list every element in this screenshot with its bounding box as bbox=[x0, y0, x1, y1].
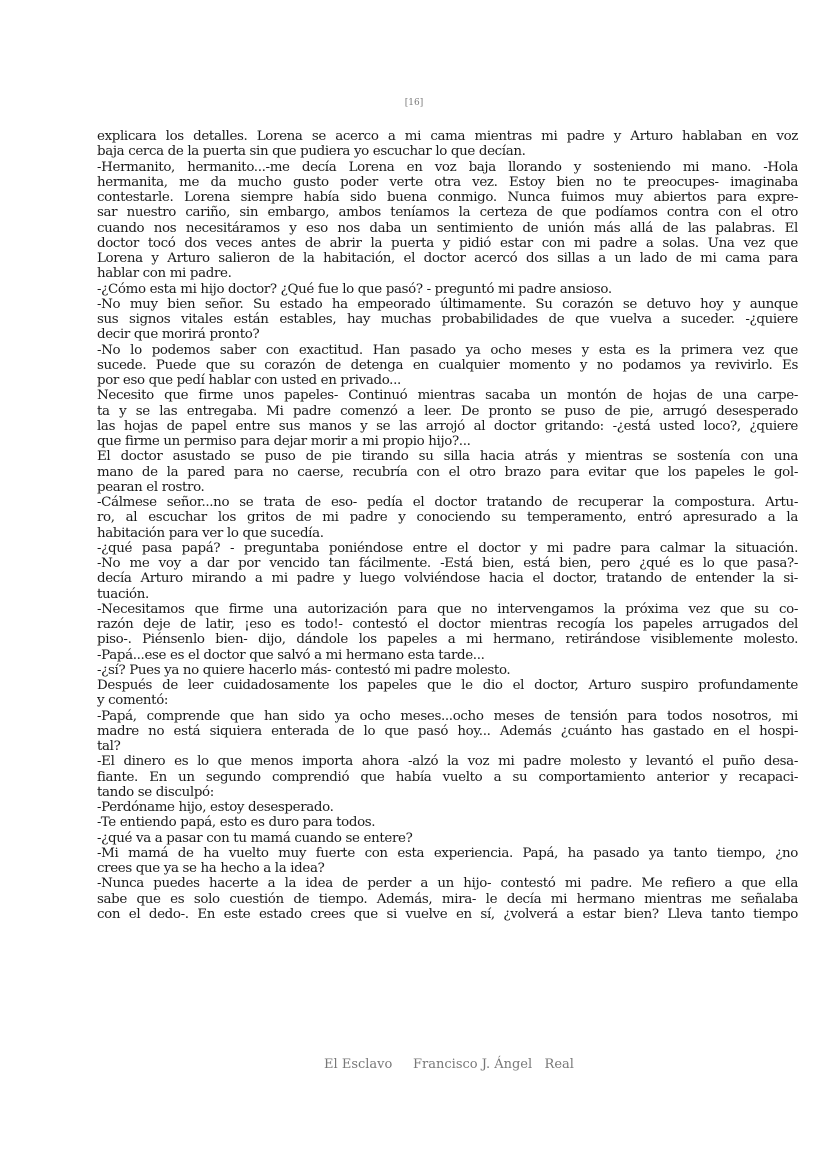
text-line: baja cerca de la puerta sin que pudiera yo escuchar lo que decían. bbox=[97, 144, 526, 160]
text-line: -¿Cómo esta mi hijo doctor? ¿Qué fue lo que pasó? - preguntó mi padre ansioso. bbox=[97, 281, 612, 297]
page-footer bbox=[0, 1057, 828, 1072]
text-line: -Papá, comprende que han sido ya ocho meses...ocho meses de tensión para todos nosotros, mi bbox=[97, 708, 798, 724]
text-line: -No muy bien señor. Su estado ha empeorado últimamente. Su corazón se detuvo hoy y aunque bbox=[97, 296, 798, 312]
text-line: Lorena y Arturo salieron de la habitación, el doctor acercó dos sillas a un lado de mi cama para bbox=[97, 251, 798, 266]
footer-book-title: El Esclavo bbox=[324, 1057, 393, 1072]
text-line: El doctor asustado se puso de pie tirando su silla hacia atrás y mientras se sostenía con una bbox=[97, 449, 798, 465]
text-line: tando se disculpó: bbox=[97, 784, 214, 800]
text-line: piso-. Piénsenlo bien- dijo, dándole los papeles a mi hermano, retirándose visiblemente molesto. bbox=[97, 632, 798, 648]
text-line: explicara los detalles. Lorena se acerco a mi cama mientras mi padre y Arturo hablaban en voz bbox=[97, 129, 798, 144]
text-line: -¿qué pasa papá? - preguntaba poniéndose entre el doctor y mi padre para calmar la situación. bbox=[97, 540, 798, 556]
text-line: con el dedo-. En este estado crees que si vuelve en sí, ¿volverá a estar bien? Lleva tanto tiempo bbox=[97, 906, 798, 922]
text-line: -¿qué va a pasar con tu mamá cuando se entere? bbox=[97, 830, 413, 846]
text-line: -Te entiendo papá, esto es duro para todos. bbox=[97, 815, 376, 831]
text-line: Necesito que firme unos papeles- Continuó mientras sacaba un montón de hojas de una carpe- bbox=[97, 388, 798, 404]
text-line: -El dinero es lo que menos importa ahora -alzó la voz mi padre molesto y levantó el puño desa- bbox=[97, 754, 798, 770]
text-line: tuación. bbox=[97, 586, 149, 602]
text-line: hermanita, me da mucho gusto poder verte otra vez. Estoy bien no te preocupes- imaginaba bbox=[97, 174, 798, 190]
text-line: -Mi mamá de ha vuelto muy fuerte con esta experiencia. Papá, ha pasado ya tanto tiempo, ¿no bbox=[97, 845, 798, 861]
text-line: las hojas de papel entre sus manos y se las arrojó al doctor gritando: -¿está usted loco?, ¿quiere bbox=[97, 418, 798, 434]
text-line: doctor tocó dos veces antes de abrir la puerta y pidió estar con mi padre a solas. Una vez que bbox=[97, 235, 798, 251]
text-line: -Perdóname hijo, estoy desesperado. bbox=[97, 800, 334, 815]
text-line: sus signos vitales están estables, hay muchas probabilidades de que vuelva a suceder. -¿quiere bbox=[97, 312, 798, 327]
text-line: hablar con mi padre. bbox=[97, 266, 232, 282]
text-line: -Nunca puedes hacerte a la idea de perder a un hijo- contestó mi padre. Me refiero a que ella bbox=[97, 876, 798, 892]
text-line: tal? bbox=[97, 739, 121, 754]
text-line: crees que ya se ha hecho a la idea? bbox=[97, 861, 325, 876]
text-line: habitación para ver lo que sucedía. bbox=[97, 525, 324, 541]
text-line: cuando nos necesitáramos y eso nos daba un sentimiento de unión más allá de las palabras. El bbox=[97, 220, 798, 236]
text-line: -Hermanito, hermanito...-me decía Lorena en voz baja llorando y sosteniendo mi mano. -Hola bbox=[97, 159, 798, 175]
text-line: -Papá...ese es el doctor que salvó a mi hermano esta tarde... bbox=[97, 647, 485, 663]
page-number: [16] bbox=[404, 98, 424, 108]
text-line: decía Arturo mirando a mi padre y luego volviéndose hacia el doctor, tratando de entender la si- bbox=[97, 571, 798, 587]
text-line: -Necesitamos que firme una autorización para que no intervengamos la próxima vez que su co- bbox=[97, 601, 798, 617]
text-line: decir que morirá pronto? bbox=[97, 327, 260, 343]
text-line: contestarle. Lorena siempre había sido buena conmigo. Nunca fuimos muy abiertos para expre- bbox=[97, 190, 798, 205]
text-line: pearan el rostro. bbox=[97, 479, 205, 495]
text-line: -No me voy a dar por vencido tan fácilmente. -Está bien, está bien, pero ¿qué es lo que pasa?- bbox=[97, 556, 798, 571]
text-line: mano de la pared para no caerse, recubría con el otro brazo para evitar que los papeles le gol- bbox=[97, 464, 798, 480]
footer-author: Francisco J. Ángel Real bbox=[413, 1057, 574, 1072]
text-line: sar nuestro cariño, sin embargo, ambos teníamos la certeza de que podíamos contra con el otro bbox=[97, 205, 798, 221]
text-line: que firme un permiso para dejar morir a mi propio hijo?... bbox=[97, 434, 471, 449]
text-line: por eso que pedí hablar con usted en privado... bbox=[97, 373, 401, 388]
text-line: -¿sí? Pues ya no quiere hacerlo más- contestó mi padre molesto. bbox=[97, 662, 511, 678]
text-line: Después de leer cuidadosamente los papeles que le dio el doctor, Arturo suspiro profundamente bbox=[97, 678, 798, 693]
text-line: fiante. En un segundo comprendió que había vuelto a su comportamiento anterior y recapaci- bbox=[97, 769, 798, 785]
text-line: razón deje de latir, ¡eso es todo!- contestó el doctor mientras recogía los papeles arrugados del bbox=[97, 617, 798, 632]
text-line: -Cálmese señor...no se trata de eso- pedía el doctor tratando de recuperar la compostura. Artu- bbox=[97, 495, 798, 510]
text-line: ro, al escuchar los gritos de mi padre y conociendo su temperamento, entró apresurado a la bbox=[97, 510, 798, 526]
text-line: -No lo podemos saber con exactitud. Han pasado ya ocho meses y esta es la primera vez que bbox=[97, 342, 798, 358]
text-line: madre no está siquiera enterada de lo que pasó hoy... Además ¿cuánto has gastado en el hospi- bbox=[97, 723, 798, 739]
text-line: y comentó: bbox=[97, 693, 169, 709]
text-line: sucede. Puede que su corazón de detenga en cualquier momento y no podamos ya revivirlo. Es bbox=[97, 357, 798, 373]
text-line: ta y se las entregaba. Mi padre comenzó a leer. De pronto se puso de pie, arrugó desesperado bbox=[97, 403, 798, 419]
body-text bbox=[97, 129, 798, 922]
text-line: sabe que es solo cuestión de tiempo. Además, mira- le decía mi hermano mientras me señalaba bbox=[97, 891, 798, 907]
